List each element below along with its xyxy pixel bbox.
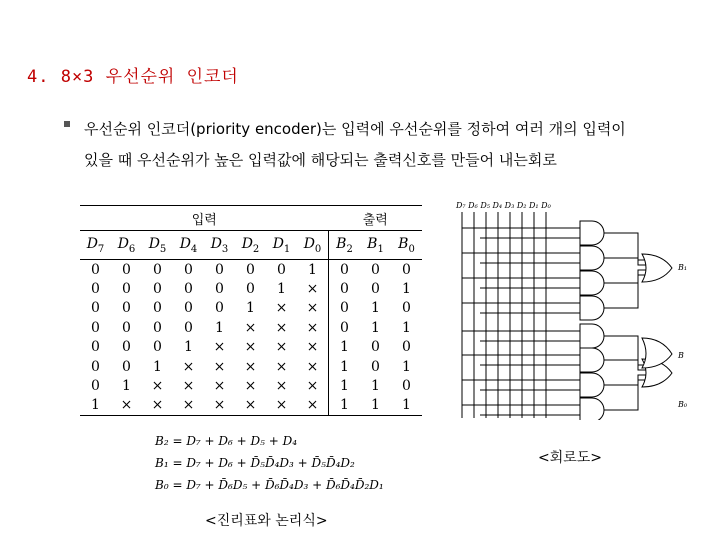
table-cell: 0 [329,299,361,318]
circuit-diagram [450,198,690,420]
table-cell: × [213,339,226,356]
and-gate-icon [580,373,604,397]
table-cell: × [275,378,288,395]
table-cell: 0 [184,319,193,336]
column-header: $D_5$ [142,231,173,260]
table-row [80,279,422,298]
table-cell: × [244,339,257,356]
column-header: $D_3$ [204,231,235,260]
table-cell: 0 [153,319,162,336]
table-cell: 0 [277,261,286,278]
table-cell: 1 [277,281,286,298]
table-cell: 0 [91,300,100,317]
column-header: $B_1$ [360,231,391,260]
table-cell: 1 [308,261,317,278]
table-cell: 0 [371,358,380,375]
table-cell: × [182,358,195,375]
table-cell: 0 [91,281,100,298]
table-row [80,260,422,280]
table-cell: 0 [371,281,380,298]
table-cell: × [306,300,319,317]
page-title: 4. 8×3 우선순위 인코더 [27,67,239,87]
table-cell: 1 [246,300,255,317]
table-cell: 0 [122,358,131,375]
and-gate-icon [580,221,604,245]
column-header: $D_2$ [235,231,266,260]
and-gate-icon [580,296,604,320]
table-cell: 0 [184,261,193,278]
table-cell: 0 [122,300,131,317]
table-cell: × [213,378,226,395]
table-cell: 0 [153,300,162,317]
column-header: $D_1$ [266,231,297,260]
table-cell: 0 [402,300,411,317]
table-row [80,376,422,395]
table-cell: 0 [246,261,255,278]
table-cell: 0 [122,281,131,298]
table-cell: 0 [91,319,100,336]
column-header: $B_2$ [329,231,361,260]
table-cell: 1 [391,396,422,416]
equation-b0: B₀ = D₇ + D̄₆D₅ + D̄₆D̄₄D₃ + D̄₆D̄₄D̄₂D₁ [155,478,384,492]
bullet-square-icon [64,121,70,127]
table-cell: × [306,339,319,356]
input-group-header: 입력 [80,206,329,231]
table-cell: 1 [371,300,380,317]
table-cell: × [297,396,329,416]
output-group-header: 출력 [329,206,423,231]
table-cell: 1 [122,378,131,395]
table-cell: × [182,378,195,395]
or-gate-icon [642,338,672,368]
table-cell: × [142,396,173,416]
output-b0-label: B₀ [678,400,688,409]
column-header: $B_0$ [391,231,422,260]
table-cell: 1 [329,396,361,416]
column-header: $D_7$ [80,231,111,260]
table-cell: 0 [122,319,131,336]
table-cell: 0 [153,281,162,298]
table-cell: 1 [329,357,361,376]
table-cell: × [244,358,257,375]
table-cell: 1 [184,339,193,356]
table-cell: × [275,339,288,356]
table-cell: 0 [91,339,100,356]
table-cell: × [266,396,297,416]
table-cell: 1 [80,396,111,416]
table-cell: 1 [360,396,391,416]
table-cell: 0 [371,339,380,356]
table-cell: 0 [91,358,100,375]
table-cell: × [306,281,319,298]
table-cell: 1 [329,376,361,395]
table-cell: 0 [215,261,224,278]
table-row [80,318,422,337]
table-cell: × [204,396,235,416]
table-caption: <진리표와 논리식> [205,513,328,529]
table-cell: 1 [215,319,224,336]
table-row [80,396,422,416]
table-cell: 0 [184,300,193,317]
table-cell: 1 [153,358,162,375]
table-row [80,357,422,376]
table-cell: 1 [402,319,411,336]
and-gate-icon [580,398,604,420]
table-cell: × [275,358,288,375]
table-cell: × [306,319,319,336]
description [84,114,684,176]
table-cell: 0 [371,261,380,278]
table-cell: 0 [215,300,224,317]
table-cell: 0 [91,378,100,395]
or-gate-icon [642,254,672,282]
equation-b2: B₂ = D₇ + D₆ + D₅ + D₄ [155,434,298,448]
column-header: $D_4$ [173,231,204,260]
table-cell: 0 [329,260,361,280]
circuit-input-labels: D₇ D₆ D₅ D₄ D₃ D₂ D₁ D₀ [456,201,551,210]
table-cell: 0 [153,339,162,356]
table-cell: × [275,319,288,336]
table-cell: × [275,300,288,317]
table-cell: × [244,319,257,336]
table-cell: × [306,378,319,395]
table-cell: × [173,396,204,416]
table-cell: 0 [402,339,411,356]
table-cell: 0 [402,378,411,395]
table-cell: 0 [153,261,162,278]
description-line-2: 있을 때 우선순위가 높은 입력값에 해당되는 출력신호를 만들어 내는회로 [84,151,557,169]
and-gate-icon [580,324,604,348]
table-cell: 1 [371,378,380,395]
table-cell: 1 [402,281,411,298]
and-gate-icon [580,348,604,372]
and-gate-icon [580,246,604,270]
table-cell: 0 [184,281,193,298]
equation-b1: B₁ = D₇ + D₆ + D̄₅D̄₄D₃ + D̄₅D̄₄D₂ [155,456,355,470]
column-header: $D_6$ [111,231,142,260]
table-cell: × [111,396,142,416]
table-cell: 1 [329,338,361,357]
output-b1-label: B₁ [678,263,688,272]
circuit-caption: <회로도> [538,450,603,466]
table-cell: 0 [215,281,224,298]
table-row [80,299,422,318]
truth-table [80,205,422,416]
table-cell: 0 [122,339,131,356]
column-header: $D_0$ [297,231,329,260]
table-cell: 0 [246,281,255,298]
table-cell: 1 [402,358,411,375]
table-cell: × [213,358,226,375]
table-cell: × [151,378,164,395]
table-cell: 0 [91,261,100,278]
table-cell: 0 [402,261,411,278]
table-cell: 0 [122,261,131,278]
description-line-1: 우선순위 인코더(priority encoder)는 입력에 우선순위를 정하여 여러 개의 입력이 [84,120,626,138]
table-cell: × [244,378,257,395]
table-cell: × [306,358,319,375]
table-row [80,338,422,357]
output-b-label: B [678,351,684,360]
table-cell: × [235,396,266,416]
table-cell: 0 [329,279,361,298]
table-cell: 0 [329,318,361,337]
and-gate-icon [580,271,604,295]
table-cell: 1 [371,319,380,336]
